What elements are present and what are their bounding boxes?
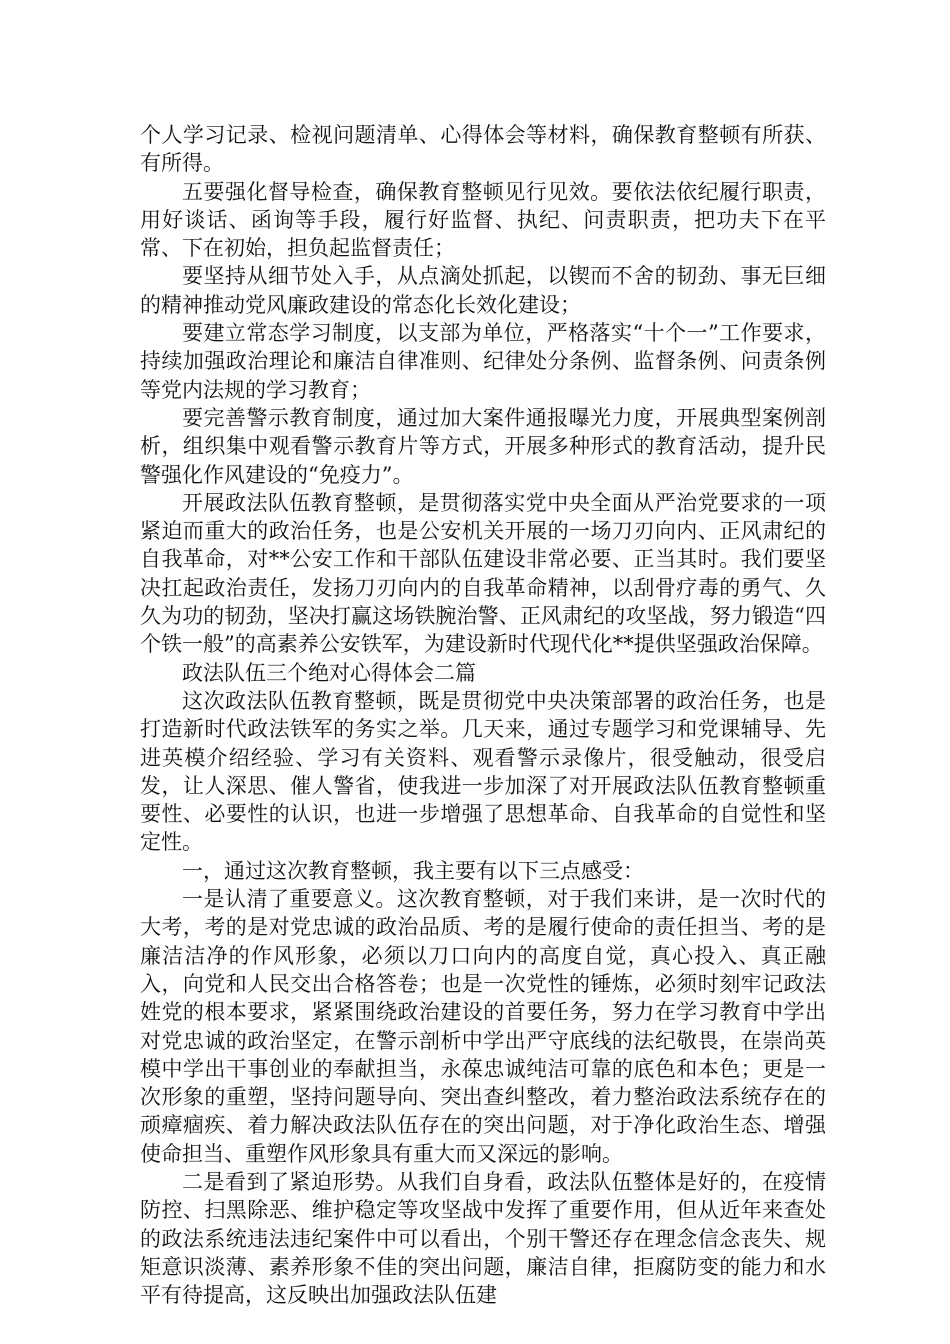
- paragraph: 要建立常态学习制度，以支部为单位，严格落实“十个一”工作要求，持续加强政治理论和廉洁自律准则、纪律处分条例、监督条例、问责条例等党内法规的学习教育；: [140, 321, 826, 402]
- paragraph: 要完善警示教育制度，通过加大案件通报曝光力度，开展典型案例剖析，组织集中观看警示教育片等方式，开展多种形式的教育活动，提升民警强化作风建设的“免疫力”。: [140, 405, 826, 487]
- paragraph: 开展政法队伍教育整顿，是贯彻落实党中央全面从严治党要求的一项紧迫而重大的政治任务，也是公安机关开展的一场刀刃向内、正风肃纪的自我革命，对**公安工作和干部队伍建设非常必要、正当其时。我们要坚决扛起政治责任，发扬刀刃向内的自我革命精神，以刮骨疗毒的勇气、久久为功的韧劲，坚决打赢这场铁腕治警、正风肃纪的攻坚战，努力锻造“四个铁一般”的高素养公安铁军，为建设新时代现代化**提供坚强政治保障。: [140, 490, 826, 657]
- paragraph: 这次政法队伍教育整顿，既是贯彻党中央决策部署的政治任务，也是打造新时代政法铁军的务实之举。几天来，通过专题学习和党课辅导、先进英模介绍经验、学习有关资料、观看警示录像片，很受触动，很受启发，让人深思、催人警省，使我进一步加深了对开展政法队伍教育整顿重要性、必要性的认识，也进一步增强了思想革命、自我革命的自觉性和坚定性。: [140, 688, 826, 855]
- paragraph: 二是看到了紧迫形势。从我们自身看，政法队伍整体是好的，在疫情防控、扫黑除恶、维护稳定等攻坚战中发挥了重要作用，但从近年来查处的政法系统违法违纪案件中可以看出，个别干警还存在理念信念丧失、规矩意识淡薄、素养形象不佳的突出问题，廉洁自律，拒腐防变的能力和水平有待提高，这反映出加强政法队伍建: [140, 1169, 826, 1308]
- section-heading: 政法队伍三个绝对心得体会二篇: [182, 660, 476, 685]
- paragraph: 一，通过这次教育整顿，我主要有以下三点感受：: [182, 858, 644, 883]
- paragraph: 要坚持从细节处入手，从点滴处抓起，以锲而不舍的韧劲、事无巨细的精神推动党风廉政建设的常态化长效化建设；: [140, 264, 826, 317]
- document-body: [140, 121, 826, 1309]
- paragraph: 个人学习记录、检视问题清单、心得体会等材料，确保教育整顿有所获、有所得。: [140, 123, 826, 176]
- paragraph: 一是认清了重要意义。这次教育整顿，对于我们来讲，是一次时代的大考，考的是对党忠诚的政治品质、考的是履行使命的责任担当、考的是廉洁洁净的作风形象，必须以刀口向内的高度自觉，真心投入、真正融入，向党和人民交出合格答卷；也是一次党性的锤炼，必须时刻牢记政法姓党的根本要求，紧紧围绕政治建设的首要任务，努力在学习教育中学出对党忠诚的政治坚定，在警示剖析中学出严守底线的法纪敬畏，在崇尚英模中学出干事创业的奉献担当，永葆忠诚纯洁可靠的底色和本色；更是一次形象的重塑，坚持问题导向、突出查纠整改，着力整治政法系统存在的顽瘴痼疾、着力解决政法队伍存在的突出问题，对于净化政治生态、增强使命担当、重塑作风形象具有重大而又深远的影响。: [140, 887, 826, 1166]
- paragraph: 五要强化督导检查，确保教育整顿见行见效。要依法依纪履行职责，用好谈话、函询等手段，履行好监督、执纪、问责职责，把功夫下在平常、下在初始，担负起监督责任；: [140, 179, 826, 261]
